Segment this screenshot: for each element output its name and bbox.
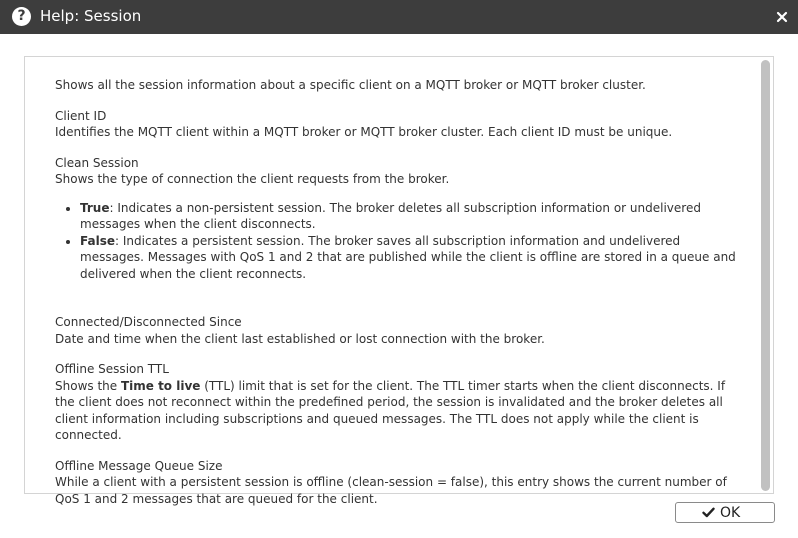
section-offline-ttl bbox=[55, 361, 745, 444]
help-icon: ? bbox=[12, 7, 31, 26]
list-term: True bbox=[80, 200, 110, 215]
clean-session-list bbox=[55, 200, 745, 283]
text-part: (TTL) limit that is set for the client. The TTL timer starts when the client disconnects. If the client does not reconnect within the predefined period, the session is invalidated and the broker deletes all client information including subscriptions and queued messages. The TTL does not apply while the client is connected. bbox=[55, 378, 726, 442]
section-text: Identifies the MQTT client within a MQTT broker or MQTT broker cluster. Each client ID must be unique. bbox=[55, 125, 673, 139]
list-term: False bbox=[80, 233, 115, 248]
scrollbar-thumb[interactable] bbox=[761, 60, 770, 491]
section-heading: Clean Session bbox=[55, 155, 139, 170]
title-bar bbox=[0, 0, 798, 34]
list-item bbox=[80, 233, 745, 283]
section-heading: Connected/Disconnected Since bbox=[55, 315, 242, 329]
section-heading: Client ID bbox=[55, 108, 107, 123]
ok-button-label: OK bbox=[720, 505, 741, 521]
section-text: While a client with a persistent session is offline (clean-session = false), this entry shows the current number of QoS 1 and 2 messages that are queued for the client. bbox=[55, 475, 727, 506]
scrollbar[interactable] bbox=[759, 58, 772, 492]
list-text: : Indicates a persistent session. The broker saves all subscription information and undelivered messages. Messages with QoS 1 and 2 that are published while the client is offline are stored in a queue and delivered when the client reconnects. bbox=[80, 233, 736, 281]
section-connected-since bbox=[55, 314, 745, 347]
section-clean-session bbox=[55, 155, 745, 283]
text-part: Shows the bbox=[55, 378, 121, 393]
section-text bbox=[55, 378, 745, 444]
list-text: : Indicates a non-persistent session. The broker deletes all subscription information or undelivered messages when the client disconnects. bbox=[80, 200, 701, 231]
section-client-id bbox=[55, 108, 745, 141]
help-content bbox=[55, 77, 745, 521]
close-x-icon bbox=[777, 12, 787, 22]
section-heading: Offline Session TTL bbox=[55, 362, 169, 376]
section-queue-size bbox=[55, 458, 745, 508]
list-item bbox=[80, 200, 745, 233]
dialog-title: Help: Session bbox=[40, 7, 142, 25]
checkmark-icon bbox=[702, 507, 715, 518]
help-content-panel bbox=[24, 56, 774, 506]
term-time-to-live: Time to live bbox=[120, 378, 201, 393]
ok-button[interactable] bbox=[675, 502, 775, 523]
section-heading: Offline Message Queue Size bbox=[55, 458, 223, 473]
section-text: Shows the type of connection the client requests from the broker. bbox=[55, 172, 450, 186]
section-text: Date and time when the client last established or lost connection with the broker. bbox=[55, 331, 545, 346]
intro-text: Shows all the session information about a specific client on a MQTT broker or MQTT broker cluster. bbox=[55, 78, 646, 92]
close-button[interactable] bbox=[764, 0, 798, 34]
